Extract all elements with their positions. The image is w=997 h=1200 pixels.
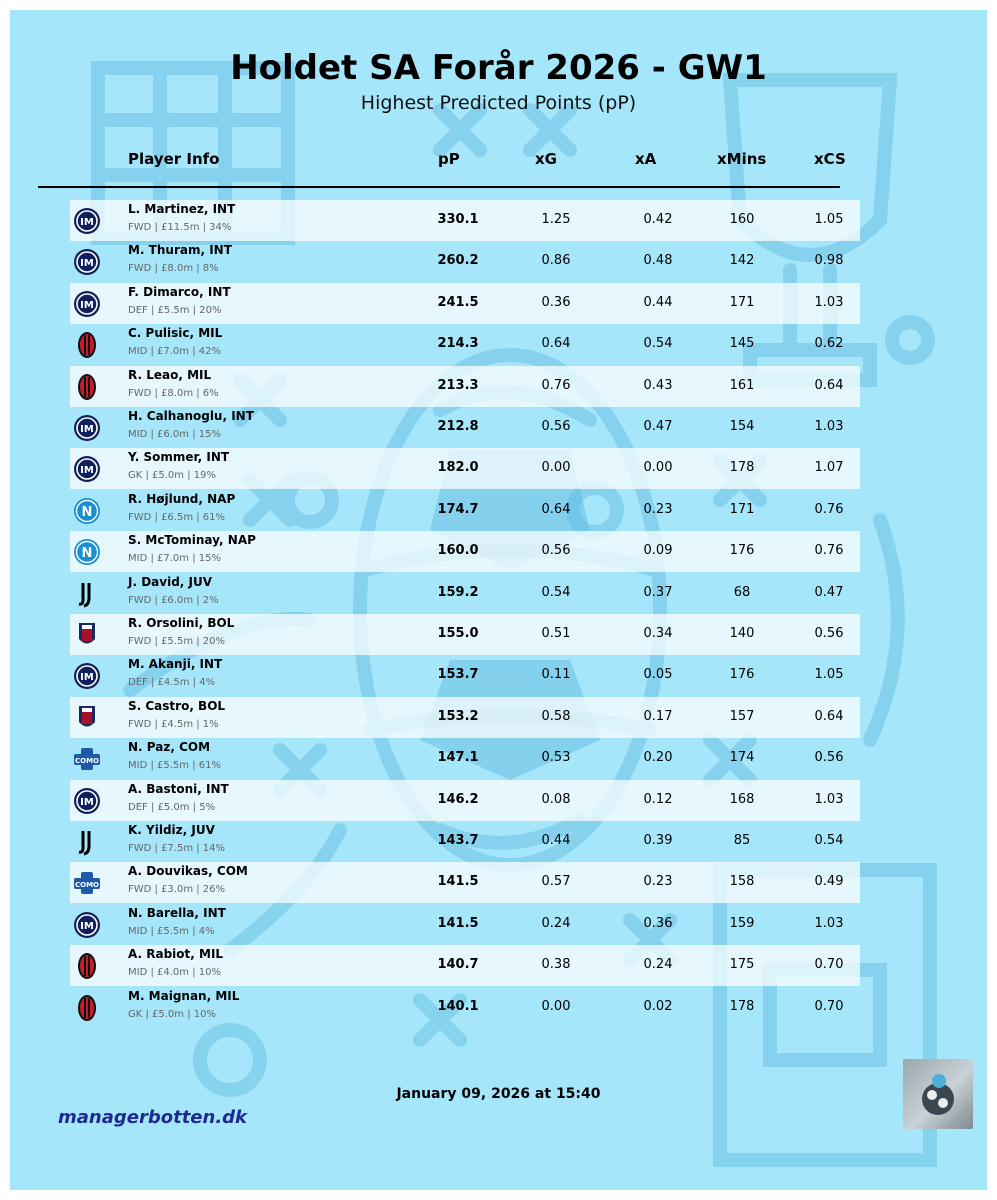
cell-xcs: 0.70 [814, 998, 844, 1014]
cell-xa: 0.34 [643, 626, 673, 641]
cell-xa: 0.39 [643, 833, 673, 848]
svg-text:COMO: COMO [74, 881, 100, 890]
table-row [10, 283, 987, 324]
cell-pp: 147.1 [437, 750, 479, 766]
cell-xg: 0.08 [541, 791, 571, 807]
cell-xcs: 0.76 [814, 501, 844, 517]
cell-xcs: 1.03 [814, 294, 844, 310]
player-meta: MID | £5.5m | 4% [128, 925, 215, 937]
header-divider [38, 186, 840, 188]
table-row [10, 573, 987, 614]
cell-xa: 0.47 [643, 419, 673, 434]
cell-xcs: 0.49 [814, 874, 844, 890]
player-meta: MID | £7.0m | 15% [128, 553, 221, 565]
cell-xmins: 171 [729, 294, 755, 310]
player-meta: MID | £6.0m | 15% [128, 429, 221, 440]
table-row [10, 200, 987, 241]
inter-logo-icon [72, 207, 102, 235]
cell-pp: 330.1 [437, 212, 479, 227]
player-meta: FWD | £8.0m | 6% [128, 387, 219, 399]
cell-xa: 0.42 [643, 212, 673, 227]
cell-xmins: 176 [729, 543, 755, 559]
cell-xcs: 0.76 [814, 543, 844, 559]
cell-xg: 0.24 [541, 915, 571, 931]
cell-pp: 153.7 [437, 667, 479, 683]
cell-pp: 214.3 [437, 336, 479, 352]
svg-text:IM: IM [80, 465, 94, 477]
cell-xa: 0.54 [643, 336, 673, 352]
cell-xcs: 1.03 [814, 419, 844, 434]
cell-xcs: 0.70 [814, 957, 844, 973]
brand-link[interactable]: managerbotten.dk [58, 1107, 248, 1128]
cell-xmins: 154 [729, 419, 755, 434]
page-subtitle: Highest Predicted Points (pP) [360, 92, 637, 114]
cell-xcs: 0.64 [814, 377, 844, 393]
player-meta: FWD | £11.5m | 34% [128, 222, 232, 233]
cell-xcs: 0.56 [814, 626, 844, 641]
cell-pp: 174.7 [437, 501, 479, 517]
svg-text:N: N [81, 546, 93, 562]
cell-xcs: 1.07 [814, 460, 844, 476]
cell-pp: 160.0 [437, 543, 479, 559]
player-meta: DEF | £5.0m | 5% [128, 801, 216, 813]
player-name: S. McTominay, NAP [128, 533, 256, 548]
cell-xmins: 178 [729, 998, 755, 1014]
juventus-logo-icon [72, 828, 102, 856]
table-header [10, 150, 987, 180]
player-meta: GK | £5.0m | 10% [128, 1008, 216, 1020]
player-name: A. Rabiot, MIL [128, 947, 224, 962]
cell-xg: 0.76 [541, 377, 571, 393]
table-row [10, 448, 987, 489]
player-name: K. Yildiz, JUV [128, 823, 215, 837]
table-row [10, 862, 987, 903]
player-name: N. Barella, INT [128, 905, 226, 920]
cell-pp: 141.5 [437, 874, 479, 890]
player-name: R. Orsolini, BOL [128, 616, 235, 630]
player-name: A. Douvikas, COM [128, 864, 248, 879]
table-row [10, 490, 987, 531]
cell-xa: 0.24 [643, 957, 673, 973]
cell-xa: 0.02 [643, 998, 673, 1014]
milan-logo-icon [72, 952, 102, 980]
table-row [10, 945, 987, 986]
milan-logo-icon [72, 994, 102, 1022]
milan-logo-icon [72, 373, 102, 401]
cell-xg: 0.58 [541, 708, 571, 724]
table-row [10, 241, 987, 282]
cell-xmins: 142 [729, 253, 755, 269]
cell-xg: 0.54 [541, 584, 571, 600]
cell-xmins: 160 [729, 212, 755, 227]
cell-pp: 159.2 [437, 584, 479, 600]
player-meta: MID | £7.0m | 42% [128, 346, 221, 358]
inter-logo-icon [72, 787, 102, 815]
cell-xcs: 1.05 [814, 212, 844, 227]
cell-pp: 140.1 [437, 998, 479, 1014]
como-logo-icon [72, 745, 102, 773]
cell-pp: 146.2 [437, 791, 479, 807]
inter-logo-icon [72, 414, 102, 442]
player-meta: FWD | £8.0m | 8% [128, 263, 219, 275]
svg-text:N: N [81, 504, 93, 520]
cell-xg: 0.38 [541, 957, 571, 973]
napoli-logo-icon [72, 497, 102, 525]
svg-text:IM: IM [80, 217, 94, 228]
table-row [10, 821, 987, 862]
cell-xg: 0.00 [541, 998, 571, 1014]
cell-xg: 0.64 [541, 501, 571, 517]
cell-pp: 140.7 [437, 957, 479, 973]
cell-xmins: 158 [729, 874, 755, 890]
player-name: R. Højlund, NAP [128, 491, 236, 506]
table-row [10, 738, 987, 779]
cell-pp: 153.2 [437, 708, 479, 724]
napoli-logo-icon [72, 538, 102, 566]
cell-pp: 212.8 [437, 419, 479, 434]
inter-logo-icon [72, 455, 102, 483]
cell-xg: 0.44 [541, 833, 571, 848]
table-row [10, 987, 987, 1028]
table-row [10, 614, 987, 655]
player-name: L. Martinez, INT [128, 202, 236, 216]
svg-text:IM: IM [80, 299, 94, 311]
cell-xmins: 145 [729, 336, 755, 352]
cell-xg: 0.64 [541, 336, 571, 352]
player-meta: MID | £4.0m | 10% [128, 967, 221, 979]
cell-xcs: 0.54 [814, 833, 844, 848]
milan-logo-icon [72, 331, 102, 359]
cell-xcs: 0.62 [814, 336, 844, 352]
page-title: Holdet SA Forår 2026 - GW1 [230, 48, 767, 88]
player-meta: GK | £5.0m | 19% [128, 470, 216, 482]
cell-xa: 0.37 [643, 584, 673, 600]
header-player-info: Player Info [128, 150, 220, 168]
cell-xcs: 1.03 [814, 791, 844, 807]
cell-xa: 0.23 [643, 501, 673, 517]
cell-xmins: 168 [729, 791, 755, 807]
player-meta: FWD | £6.0m | 2% [128, 594, 219, 606]
svg-text:IM: IM [80, 796, 94, 808]
cell-xa: 0.36 [643, 915, 673, 931]
table-row [10, 655, 987, 696]
player-name: M. Thuram, INT [128, 243, 232, 258]
cell-xmins: 171 [729, 501, 755, 517]
cell-xmins: 85 [733, 833, 751, 848]
inter-logo-icon [72, 248, 102, 276]
player-name: A. Bastoni, INT [128, 781, 229, 796]
header-xg: xG [535, 150, 557, 168]
player-meta: FWD | £6.5m | 61% [128, 511, 226, 523]
player-meta: FWD | £7.5m | 14% [128, 843, 226, 854]
cell-xmins: 176 [729, 667, 755, 683]
cell-xa: 0.48 [643, 253, 673, 269]
player-meta: DEF | £4.5m | 4% [128, 677, 216, 689]
bologna-logo-icon [72, 621, 102, 649]
player-meta: FWD | £4.5m | 1% [128, 718, 219, 730]
svg-text:IM: IM [80, 258, 94, 270]
cell-xcs: 1.03 [814, 915, 844, 931]
cell-pp: 213.3 [437, 377, 479, 393]
player-name: Y. Sommer, INT [128, 450, 230, 465]
como-logo-icon [72, 869, 102, 897]
player-name: C. Pulisic, MIL [128, 326, 223, 341]
cell-xg: 0.53 [541, 750, 571, 766]
player-name: M. Maignan, MIL [128, 988, 240, 1003]
player-name: H. Calhanoglu, INT [128, 409, 254, 423]
cell-xg: 0.51 [541, 626, 571, 641]
table-row [10, 407, 987, 448]
player-name: R. Leao, MIL [128, 367, 212, 382]
header-xa: xA [635, 150, 657, 168]
cell-xa: 0.44 [643, 294, 673, 310]
table-row [10, 697, 987, 738]
svg-text:IM: IM [80, 672, 94, 684]
cell-xa: 0.20 [643, 750, 673, 766]
header-pp: pP [438, 150, 460, 168]
cell-xcs: 1.05 [814, 667, 844, 683]
cell-xcs: 0.64 [814, 708, 844, 724]
inter-logo-icon [72, 911, 102, 939]
cell-xg: 0.36 [541, 294, 571, 310]
cell-xmins: 68 [733, 584, 751, 600]
cell-pp: 155.0 [437, 626, 479, 641]
player-meta: MID | £5.5m | 61% [128, 760, 221, 772]
inter-logo-icon [72, 290, 102, 318]
table-row [10, 780, 987, 821]
header-xmins: xMins [717, 150, 767, 168]
timestamp: January 09, 2026 at 15:40 [396, 1086, 601, 1102]
bologna-logo-icon [72, 704, 102, 732]
header-xcs: xCS [814, 150, 846, 168]
cell-xa: 0.09 [643, 543, 673, 559]
cell-xmins: 159 [729, 915, 755, 931]
svg-text:IM: IM [80, 424, 94, 435]
player-meta: FWD | £3.0m | 26% [128, 884, 226, 896]
cell-xcs: 0.47 [814, 584, 844, 600]
player-name: S. Castro, BOL [128, 698, 226, 713]
svg-text:IM: IM [80, 920, 94, 932]
cell-xmins: 161 [729, 377, 755, 393]
cell-xmins: 140 [729, 626, 755, 641]
cell-xcs: 0.98 [814, 253, 844, 269]
cell-xa: 0.23 [643, 874, 673, 890]
table-row [10, 904, 987, 945]
cell-pp: 182.0 [437, 460, 479, 476]
cell-xg: 0.57 [541, 874, 571, 890]
bot-avatar-icon [903, 1059, 973, 1129]
table-row [10, 324, 987, 365]
cell-xmins: 178 [729, 460, 755, 476]
table-row [10, 366, 987, 407]
cell-xa: 0.12 [643, 791, 673, 807]
cell-xcs: 0.56 [814, 750, 844, 766]
juventus-logo-icon [72, 580, 102, 608]
svg-text:COMO: COMO [74, 757, 100, 766]
cell-xmins: 174 [729, 750, 755, 766]
cell-xg: 0.11 [541, 667, 571, 683]
player-name: J. David, JUV [128, 574, 213, 589]
player-name: M. Akanji, INT [128, 657, 223, 672]
cell-xg: 0.56 [541, 419, 571, 434]
player-name: F. Dimarco, INT [128, 284, 231, 299]
player-meta: FWD | £5.5m | 20% [128, 636, 226, 647]
cell-xmins: 157 [729, 708, 755, 724]
cell-xg: 0.00 [541, 460, 571, 476]
cell-xa: 0.05 [643, 667, 673, 683]
cell-xmins: 175 [729, 957, 755, 973]
cell-xg: 0.56 [541, 543, 571, 559]
player-meta: DEF | £5.5m | 20% [128, 304, 222, 316]
infographic-card [10, 10, 987, 1190]
cell-xa: 0.17 [643, 708, 673, 724]
cell-xg: 0.86 [541, 253, 571, 269]
cell-xa: 0.43 [643, 377, 673, 393]
cell-pp: 143.7 [437, 833, 479, 848]
cell-pp: 141.5 [437, 915, 479, 931]
table-row [10, 531, 987, 572]
cell-xg: 1.25 [541, 212, 571, 227]
inter-logo-icon [72, 662, 102, 690]
cell-xa: 0.00 [643, 460, 673, 476]
cell-pp: 241.5 [437, 294, 479, 310]
player-name: N. Paz, COM [128, 740, 211, 755]
cell-pp: 260.2 [437, 253, 479, 269]
